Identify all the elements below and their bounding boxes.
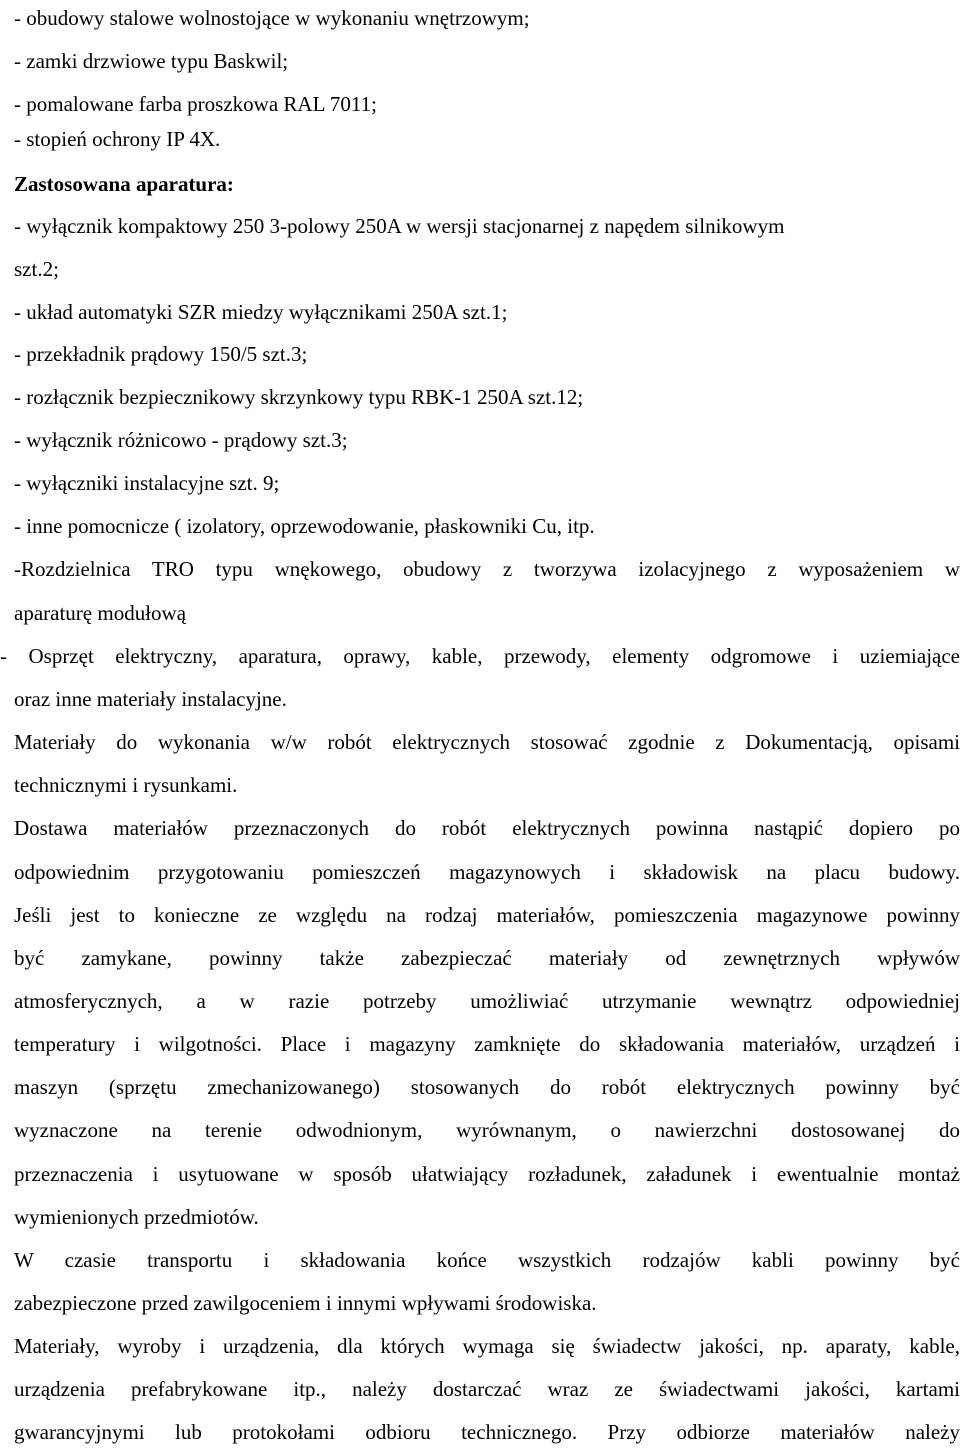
text-line: - obudowy stalowe wolnostojące w wykonaniu wnętrzowym;	[14, 6, 530, 30]
text-line: - układ automatyki SZR miedzy wyłącznikami 250A szt.1;	[14, 300, 508, 324]
text-line: maszyn (sprzętu zmechanizowanego) stosowanych do robót elektrycznych powinny być	[14, 1075, 960, 1099]
section-heading: Zastosowana aparatura:	[14, 172, 234, 196]
text-line: - wyłącznik kompaktowy 250 3-polowy 250A w wersji stacjonarnej z napędem silnikowym	[14, 214, 785, 238]
text-line: W czasie transportu i składowania końce wszystkich rodzajów kabli powinny być	[14, 1248, 960, 1272]
text-line: odpowiednim przygotowaniu pomieszczeń magazynowych i składowisk na placu budowy.	[14, 860, 960, 884]
text-line: - przekładnik prądowy 150/5 szt.3;	[14, 342, 308, 366]
text-line: wymienionych przedmiotów.	[14, 1205, 259, 1229]
text-line: oraz inne materiały instalacyjne.	[14, 687, 287, 711]
text-line: Dostawa materiałów przeznaczonych do robót elektrycznych powinna nastąpić dopiero po	[14, 816, 960, 840]
text-line: temperatury i wilgotności. Place i magazyny zamknięte do składowania materiałów, urządzeń i	[14, 1032, 960, 1056]
text-line: Jeśli jest to konieczne ze względu na rodzaj materiałów, pomieszczenia magazynowe powinny	[14, 903, 960, 927]
text-line: - zamki drzwiowe typu Baskwil;	[14, 49, 289, 73]
text-line: - wyłączniki instalacyjne szt. 9;	[14, 471, 280, 495]
text-line: -Rozdzielnica TRO typu wnękowego, obudowy z tworzywa izolacyjnego z wyposażeniem w	[14, 557, 960, 581]
text-line: aparaturę modułową	[14, 601, 187, 625]
text-line: - rozłącznik bezpiecznikowy skrzynkowy typu RBK-1 250A szt.12;	[14, 385, 584, 409]
text-line: - pomalowane farba proszkowa RAL 7011;	[14, 92, 377, 116]
text-line: - Osprzęt elektryczny, aparatura, oprawy, kable, przewody, elementy odgromowe i uziemiające	[0, 644, 960, 668]
text-line: - inne pomocnicze ( izolatory, oprzewodowanie, płaskowniki Cu, itp.	[14, 514, 595, 538]
text-line: przeznaczenia i usytuowane w sposób ułatwiający rozładunek, załadunek i ewentualnie montaż	[14, 1162, 960, 1186]
text-line: - stopień ochrony IP 4X.	[14, 127, 221, 151]
text-line: wyznaczone na terenie odwodnionym, wyrównanym, o nawierzchni dostosowanej do	[14, 1118, 960, 1142]
text-line: Materiały do wykonania w/w robót elektrycznych stosować zgodnie z Dokumentacją, opisami	[14, 730, 960, 754]
text-line: Materiały, wyroby i urządzenia, dla których wymaga się świadectw jakości, np. aparaty, kable,	[14, 1334, 960, 1358]
text-line: gwarancyjnymi lub protokołami odbioru technicznego. Przy odbiorze materiałów należy	[14, 1420, 960, 1444]
text-line: - wyłącznik różnicowo - prądowy szt.3;	[14, 428, 348, 452]
text-line: technicznymi i rysunkami.	[14, 773, 238, 797]
text-line: urządzenia prefabrykowane itp., należy dostarczać wraz ze świadectwami jakości, kartami	[14, 1377, 960, 1401]
text-line: być zamykane, powinny także zabezpieczać materiały od zewnętrznych wpływów	[14, 946, 960, 970]
text-line: szt.2;	[14, 257, 59, 281]
text-line: atmosferycznych, a w razie potrzeby umożliwiać utrzymanie wewnątrz odpowiedniej	[14, 989, 960, 1013]
text-line: zabezpieczone przed zawilgoceniem i innymi wpływami środowiska.	[14, 1291, 597, 1315]
